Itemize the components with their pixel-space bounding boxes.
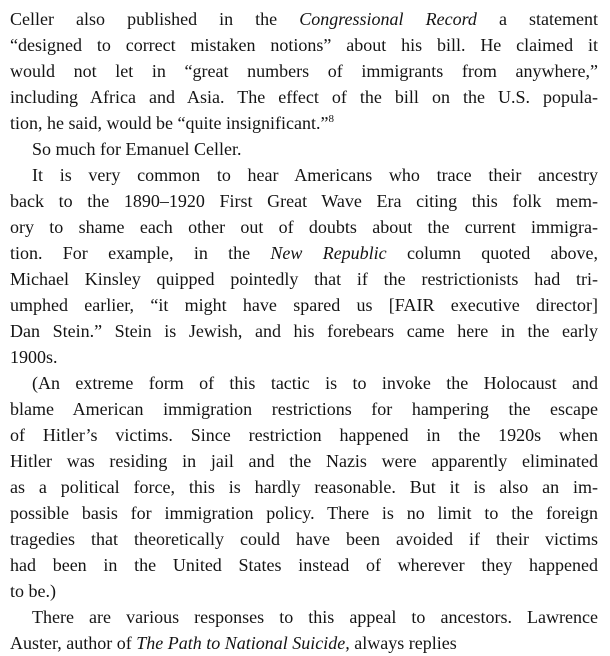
text-run: column quoted above, xyxy=(386,243,598,263)
text-run: (An extreme form of this tactic is to invoke the Holocaust and xyxy=(32,373,598,393)
italic-run: Congressional Record xyxy=(299,9,477,29)
text-line xyxy=(10,292,598,318)
text-line xyxy=(10,422,598,448)
text-line xyxy=(10,604,598,630)
text-run: tion. For example, in the xyxy=(10,243,271,263)
text-line xyxy=(10,474,598,500)
paragraph xyxy=(10,604,598,656)
text-run: as a political force, this is hardly reasonable. But it is also an im- xyxy=(10,477,598,497)
text-line xyxy=(10,578,598,604)
text-run: blame American immigration restrictions for hampering the escape xyxy=(10,399,598,419)
footnote-superscript: 8 xyxy=(328,113,334,125)
text-line xyxy=(10,136,598,162)
text-line xyxy=(10,370,598,396)
text-line xyxy=(10,630,598,656)
text-line xyxy=(10,240,598,266)
text-line xyxy=(10,110,598,136)
text-run: So much for Emanuel Celler. xyxy=(32,139,242,159)
text-run: including Africa and Asia. The effect of the bill on the U.S. popula- xyxy=(10,87,598,107)
text-line xyxy=(10,214,598,240)
text-line xyxy=(10,318,598,344)
text-run: possible basis for immigration policy. There is no limit to the foreign xyxy=(10,503,598,523)
text-run: would not let in “great numbers of immigrants from anywhere,” xyxy=(10,61,598,81)
paragraph xyxy=(10,162,598,370)
text-run: umphed earlier, “it might have spared us [FAIR executive director] xyxy=(10,295,598,315)
text-run: back to the 1890–1920 First Great Wave Era citing this folk mem- xyxy=(10,191,598,211)
text-run: tragedies that theoretically could have been avoided if their victims xyxy=(10,529,598,549)
paragraph xyxy=(10,6,598,136)
text-run: There are various responses to this appeal to ancestors. Lawrence xyxy=(32,607,598,627)
paragraph xyxy=(10,136,598,162)
text-line xyxy=(10,526,598,552)
text-run: It is very common to hear Americans who trace their ancestry xyxy=(32,165,598,185)
text-run: to be.) xyxy=(10,581,56,601)
italic-run: The Path to National Suicide, xyxy=(136,633,350,653)
text-run: 1900s. xyxy=(10,347,58,367)
text-run: Hitler was residing in jail and the Nazis were apparently eliminated xyxy=(10,451,598,471)
text-run: Michael Kinsley quipped pointedly that if the restrictionists had tri- xyxy=(10,269,598,289)
text-line xyxy=(10,32,598,58)
text-line xyxy=(10,162,598,188)
text-run: tion, he said, would be “quite insignificant.” xyxy=(10,113,329,133)
text-line xyxy=(10,188,598,214)
text-line xyxy=(10,84,598,110)
text-line xyxy=(10,396,598,422)
text-line xyxy=(10,344,598,370)
text-run: of Hitler’s victims. Since restriction happened in the 1920s when xyxy=(10,425,598,445)
text-run: had been in the United States instead of wherever they happened xyxy=(10,555,598,575)
text-line xyxy=(10,500,598,526)
text-run: ory to shame each other out of doubts about the current immigra- xyxy=(10,217,598,237)
text-run: Auster, author of xyxy=(10,633,137,653)
text-run: “designed to correct mistaken notions” about his bill. He claimed it xyxy=(10,35,598,55)
text-run: a statement xyxy=(476,9,599,29)
text-run: always replies xyxy=(349,633,457,653)
paragraph xyxy=(10,370,598,604)
text-run: Celler also published in the xyxy=(10,9,300,29)
text-run: Dan Stein.” Stein is Jewish, and his forebears came here in the early xyxy=(10,321,598,341)
text-line xyxy=(10,266,598,292)
text-line xyxy=(10,6,598,32)
italic-run: New Republic xyxy=(270,243,387,263)
text-line xyxy=(10,552,598,578)
text-line xyxy=(10,58,598,84)
text-line xyxy=(10,448,598,474)
